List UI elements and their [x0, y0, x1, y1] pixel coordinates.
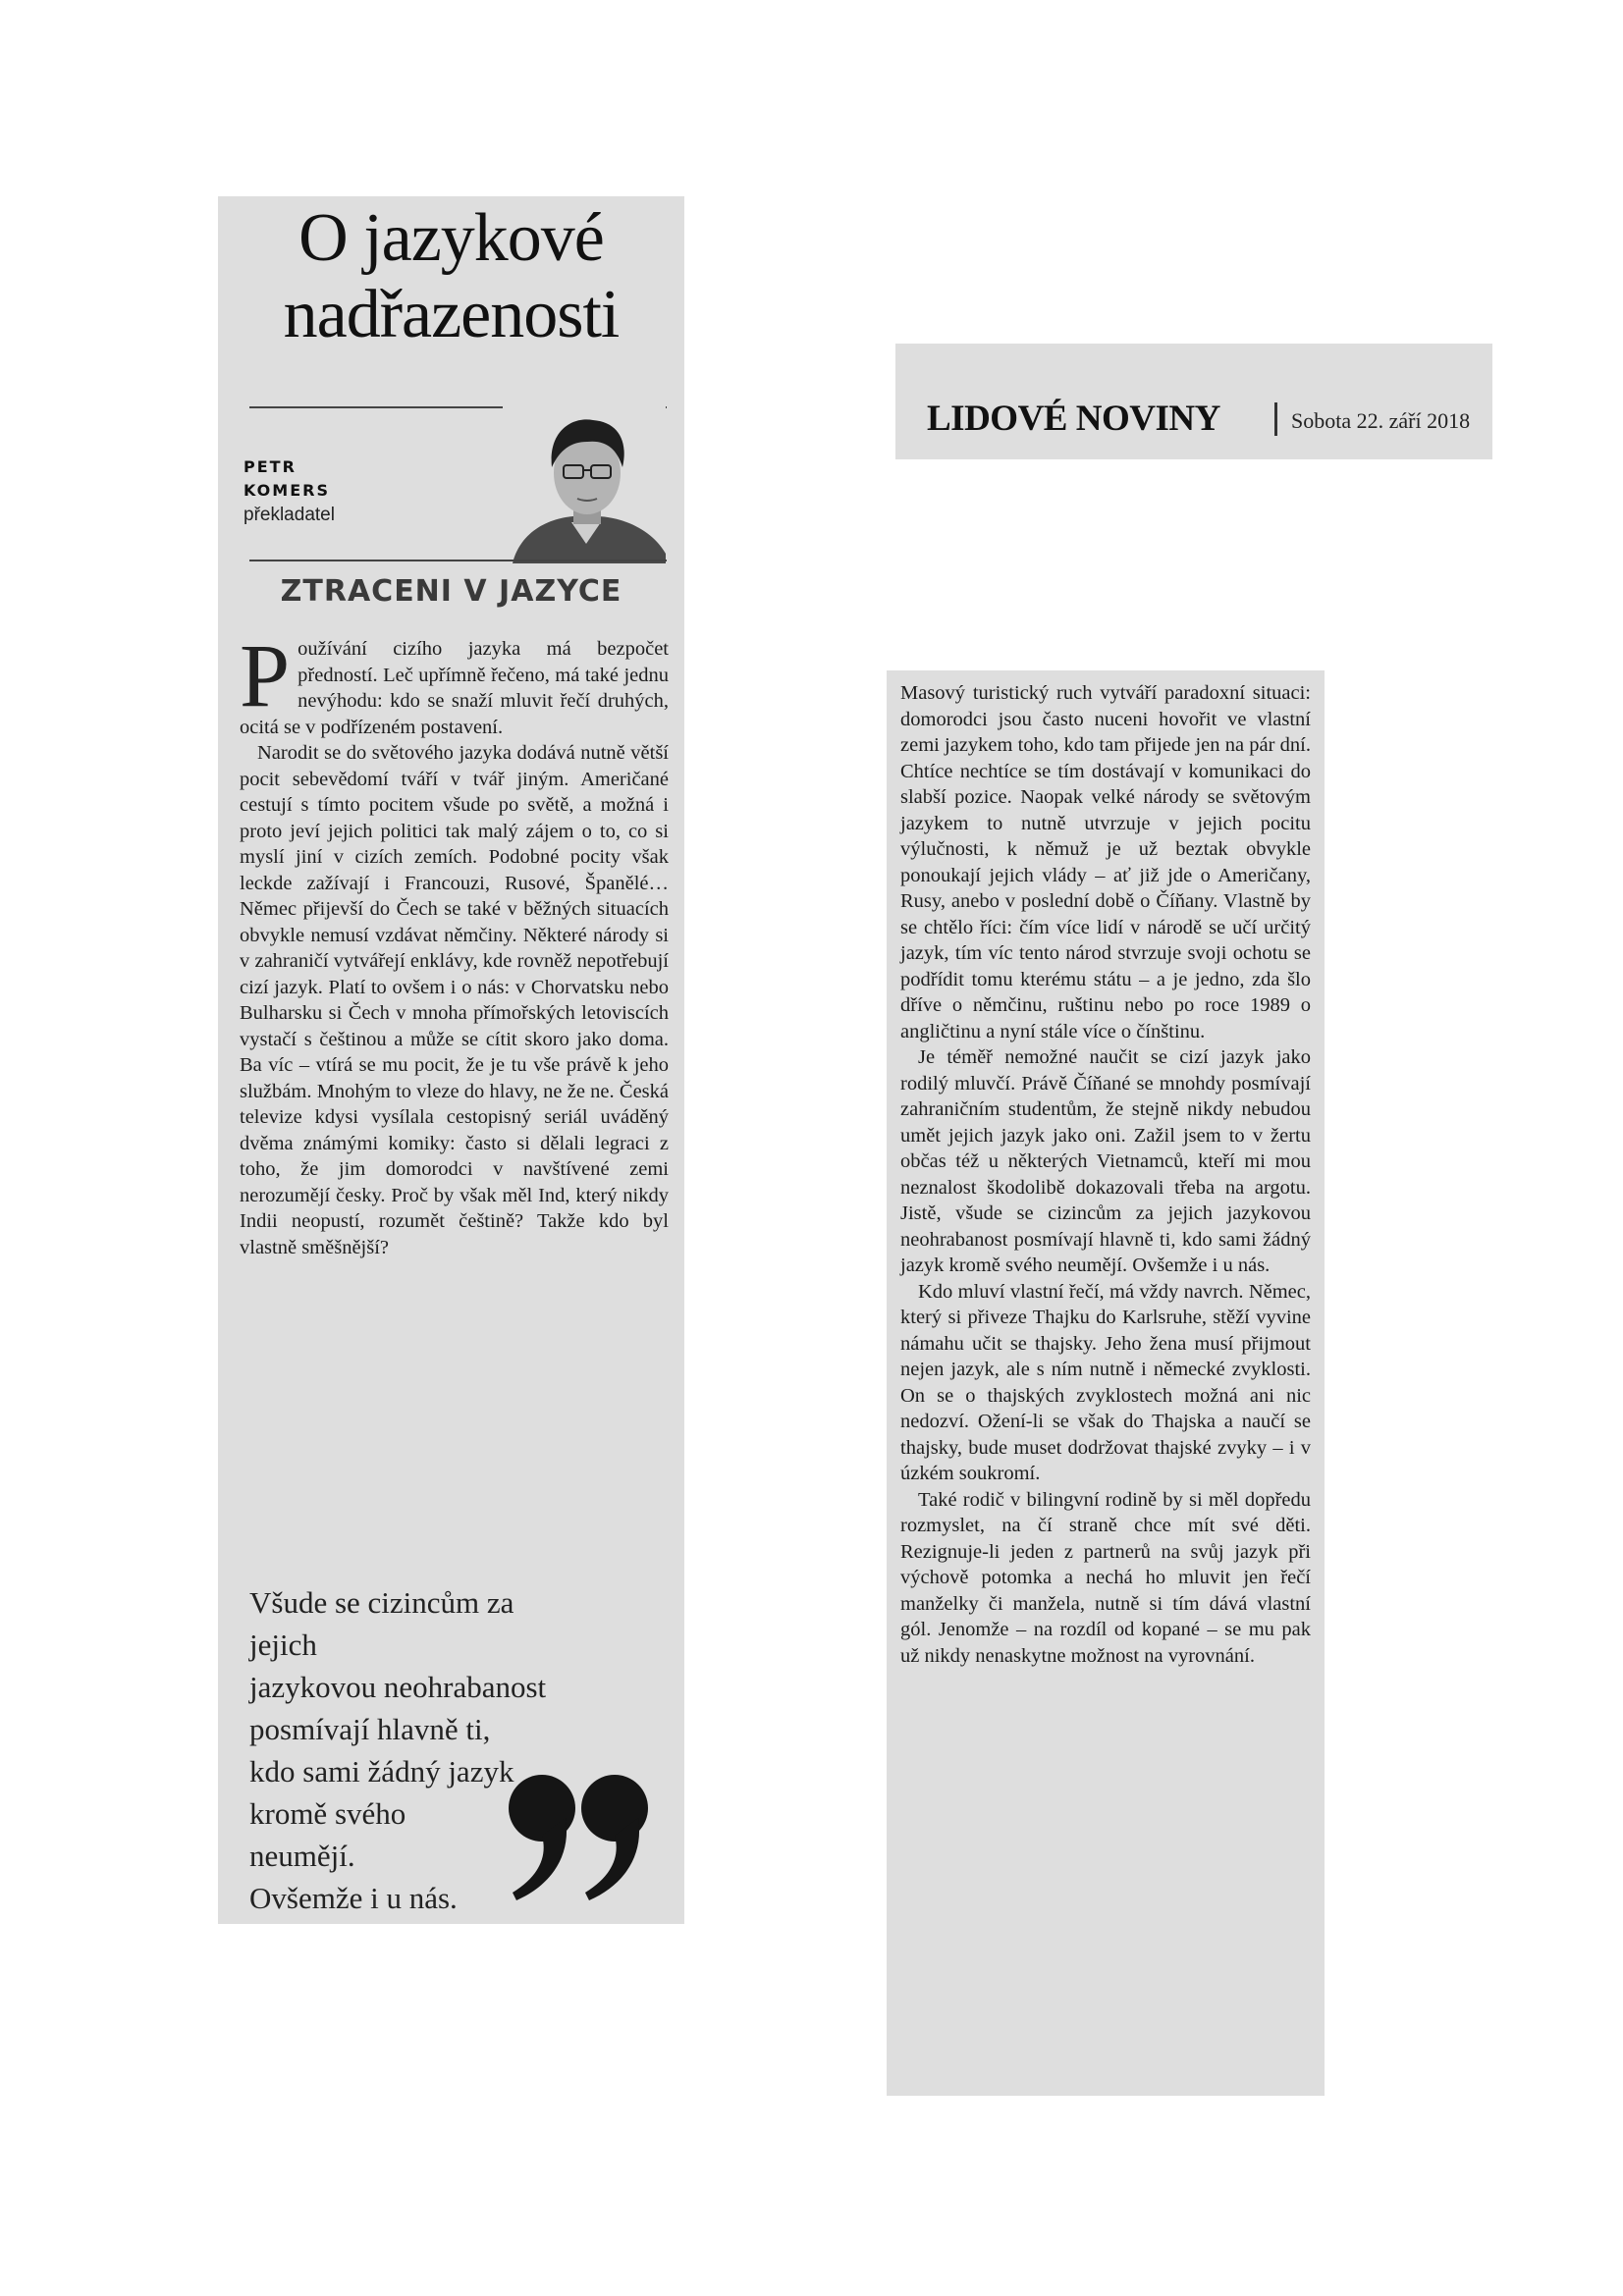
article-clipping-left — [218, 196, 684, 1924]
paragraph-2: Narodit se do světového jazyka dodává nutně větší pocit sebevědomí tváří v tvář jiným. Američané cestují s tímto pocitem všude po světě, a možná i proto jeví jejich politici tak malý zájem o to, co si myslí jiní v cizích zemích. Podobné pocity však leckde zažívají i Francouzi, Rusové, Španělé… Němec přijevší do Čech se také v běžných situacích obvykle nemusí vzdávat němčiny. Některé národy si v zahraničí vytvářejí enklávy, kde rovněž nepotřebují cizí jazyk. Platí to ovšem i o nás: v Chorvatsku nebo Bulharsku si Čech v mnoha přímořských letoviscích vystačí s češtinou a může se cítit skoro jako doma. Ba víc – vtírá se mu pocit, že je tu vše právě k jeho službám. Mnohým to vleze do hlavy, ne že ne. Česká televize kdysi vysílala cestopisný seriál uváděný dvěma známými komiky: často si dělali legraci z toho, že jim domorodci v navštívené zemi nerozumějí česky. Proč by však měl Ind, který nikdy Indii neopustí, rozumět češtině? Takže kdo byl vlastně směšnější? — [240, 742, 669, 1258]
author-photo — [503, 406, 666, 563]
author-first-name: PETR — [243, 457, 297, 476]
paragraph-1 — [240, 625, 669, 740]
paragraph-1-text: oužívání cizího jazyka má bezpočet předností. Leč upřímně řečeno, má také jednu nevýhodu: kdo se snaží mluvit řečí druhých, ocitá se v podřízeném postavení. — [240, 638, 669, 738]
masthead-separator — [1274, 402, 1277, 436]
author-name — [243, 455, 330, 503]
article-body-left — [240, 625, 669, 1260]
author-last-name: KOMERS — [243, 481, 330, 500]
pull-quote-line: posmívají hlavně ti, — [249, 1712, 491, 1746]
pull-quote-line: kromě svého — [249, 1796, 406, 1831]
drop-cap: P — [240, 625, 291, 725]
pull-quote-line: Všude se cizincům za jejich — [249, 1585, 514, 1662]
paragraph-5: Kdo mluví vlastní řečí, má vždy navrch. Němec, který si přiveze Thajku do Karlsruhe, stěží vyvine námahu učit se thajsky. Jeho žena musí přijmout nejen jazyk, ale s ním nutně i německé zvyklosti. On se o thajských zvyklostech možná ani nic nedozví. Ožení-li se však do Thajska a naučí se thajsky, bude muset dodržovat thajské zvyky – i v úzkém soukromí. — [900, 1280, 1311, 1484]
divider-mid — [249, 560, 667, 561]
pull-quote-line: jazykovou neohrabanost — [249, 1670, 547, 1704]
paragraph-6: Také rodič v bilingvní rodině by si měl dopředu rozmyslet, na čí straně chce mít své děti. Rezignuje-li jeden z partnerů na svůj jazyk při výchově potomka a nechá ho mluvit jen řečí manželky či manžela, nutně si tím dává vlastní gól. Jenomže – na rozdíl od kopané – se mu pak už nikdy nenaskytne možnost na vyrovnání. — [900, 1488, 1311, 1667]
paragraph-3: Masový turistický ruch vytváří paradoxní situaci: domorodci jsou často nuceni hovořit ve vlastní zemi jazykem toho, kdo tam přijede jen na pár dní. Chtíce nechtíce se tím dostávají v komunikaci do slabší pozice. Naopak velké národy se světovým jazykem to nutně utvrzuje v jejich pocitu výlučnosti, k němuž je už beztak obvykle ponoukají jejich vlády – ať již jde o Američany, Rusy, anebo v poslední době o Číňany. Vlastně by se chtělo říci: čím více lidí v národě se učí určitý jazyk, tím víc tento národ stvrzuje svoji ochotu se podřídit tomu kterému státu – a je jedno, zda šlo dříve o němčinu, ruštinu nebo po roce 1989 o angličtinu a nyní stále více o čínštinu. — [900, 682, 1311, 1042]
article-clipping-right — [887, 670, 1325, 2096]
newspaper-title: LIDOVÉ NOVINY — [927, 399, 1220, 439]
column-name: ZTRACENI V JAZYCE — [280, 574, 622, 609]
pull-quote-line: Ovšemže i u nás. — [249, 1881, 458, 1915]
author-role: překladatel — [243, 505, 335, 525]
pull-quote-line: neumějí. — [249, 1839, 355, 1873]
paragraph-4: Je téměř nemožné naučit se cizí jazyk jako rodilý mluvčí. Právě Číňané se mnohdy posmívají zahraničním studentům, že stejně nikdy nebudou umět jejich jazyk jako oni. Zažil jsem to v žertu občas též u některých Vietnamců, kteří mi mou neznalost škodolibě dokazovali třeba na argotu. Jistě, všude se cizincům za jejich jazykovou neohrabanost posmívají hlavně ti, kdo sami žádný jazyk kromě svého neumějí. Ovšemže i u nás. — [900, 1046, 1311, 1276]
article-headline: O jazykové nadřazenosti — [283, 200, 620, 352]
pull-quote-line: kdo sami žádný jazyk — [249, 1754, 514, 1789]
newspaper-masthead — [895, 344, 1492, 459]
quotation-mark-icon — [503, 1767, 660, 1904]
publication-date: Sobota 22. září 2018 — [1291, 408, 1471, 433]
article-body-right — [900, 680, 1311, 1669]
